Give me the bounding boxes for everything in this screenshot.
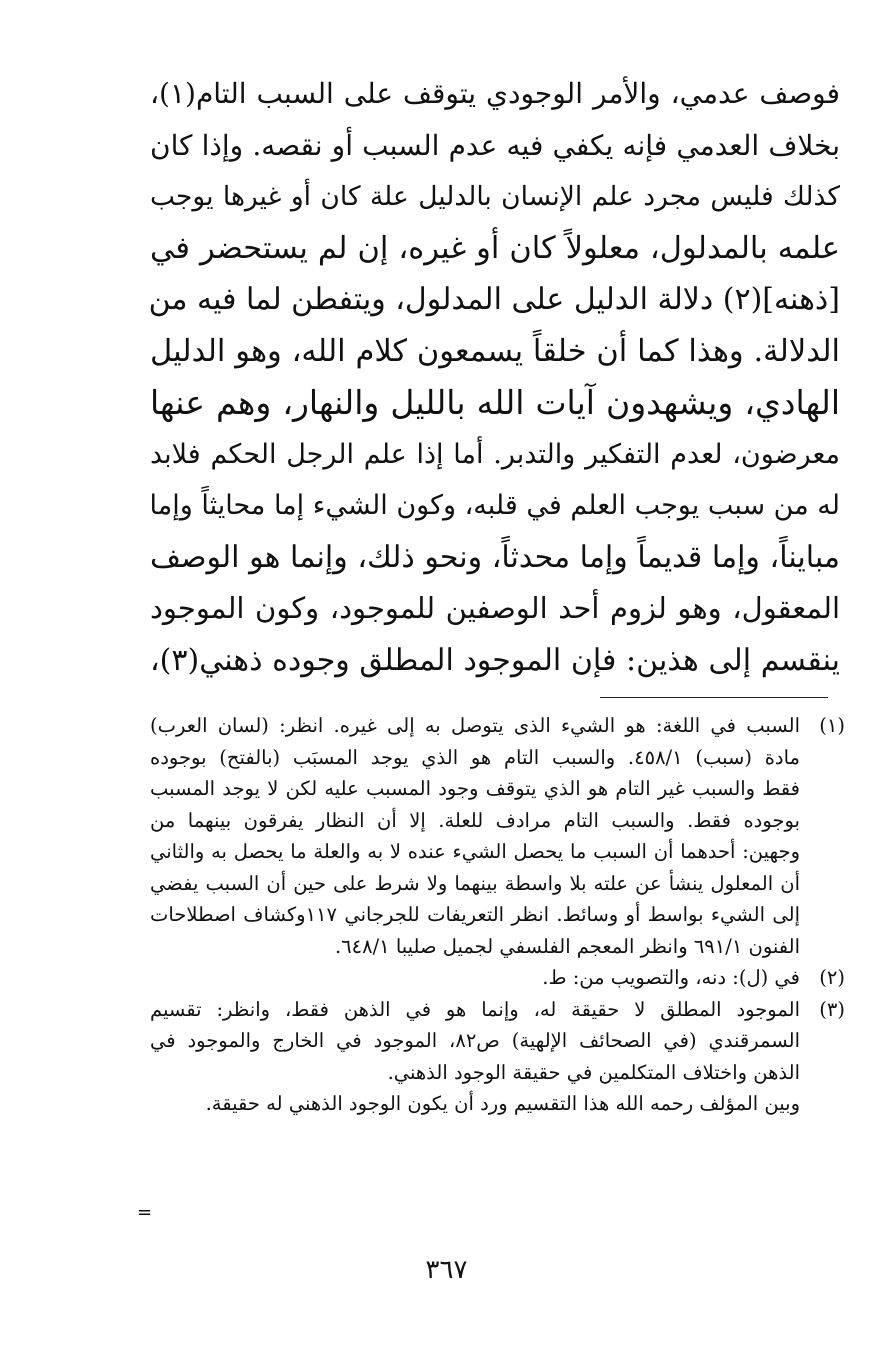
main-line: له من سبب يوجب العلم في قلبه، وكون الشيء إما محايثاً وإما [149,490,840,521]
main-line: معرضون، لعدم التفكير والتدبر. أما إذا علم الرجل الحكم فلابد [150,438,840,470]
footnote-number: (٣) [819,997,845,1021]
footnote-line: بوجوده فقط. والسبب التام مرادف للعلة. إلا أن النظار يفرقون بينهما من [150,808,800,832]
footnote-line: السمرقندي (في الصحائف الإلهية) ص٨٢، الموجود في الخارج والموجود في [150,1029,801,1052]
main-line: ينقسم إلى هذين: فإن الموجود المطلق وجوده ذهني(٣)، [150,642,840,678]
footnote-1 [150,710,845,962]
footnote-line: السبب في اللغة: هو الشيء الذى يتوصل به إلى غيره. انظر: (لسان العرب) [150,714,800,737]
main-line: الدلالة. وهذا كما أن خلقاً يسمعون كلام الله، وهو الدليل [150,333,840,369]
footnote-2 [150,962,845,994]
main-line: [ذهنه](٢) دلالة الدليل على المدلول، ويتفطن لما فيه من [148,282,840,317]
main-line: الهادي، ويشهدون آيات الله بالليل والنهار، وهم عنها [150,383,840,422]
footnote-3 [150,994,845,1120]
footnote-line: الذهن واختلاف المتكلمين في حقيقة الوجود الذهني. [387,1060,800,1084]
main-text [150,68,840,686]
main-line: المعقول، وهو لزوم أحد الوصفين للموجود، وكون الموجود [150,591,840,625]
main-line: علمه بالمدلول، معلولاً كان أو غيره، إن لم يستحضر في [150,230,840,266]
main-line: مبايناً، وإما قديماً وإما محدثاً، ونحو ذلك، وإنما هو الوصف [150,539,840,575]
main-line: كذلك فليس مجرد علم الإنسان بالدليل علة كان أو غيرها يوجب [150,181,840,212]
margin-mark: = [137,1202,153,1223]
footnote-line: الموجود المطلق لا حقيقة له، وإنما هو في الذهن فقط، وانظر: تقسيم [150,997,800,1021]
footnote-line: إلى الشيء بواسط أو وسائط. انظر التعريفات للجرجاني ١١٧وكشاف اصطلاحات [150,903,800,926]
footnote-line: وبين المؤلف رحمه الله هذا التقسيم ورد أن يكون الوجود الذهني له حقيقة. [205,1092,800,1115]
footnote-line: أن المعلول ينشأ عن علته بلا واسطة بينهما ولا شرط على حين أن السبب يفضي [150,871,800,895]
footnote-number: (٢) [819,966,845,989]
footnote-line: في (ل): دنه، والتصويب من: ط. [542,966,800,989]
footnotes [150,710,845,1120]
main-line: بخلاف العدمي فإنه يكفي فيه عدم السبب أو نقصه. وإذا كان [150,128,840,162]
footnote-separator [600,697,828,698]
footnote-line: وجهين: أحدهما أن السبب ما يحصل الشيء عنده لا به والعلة ما يحصل به والثاني [150,840,800,863]
footnote-line: فقط والسبب غير التام هو الذي يتوقف وجود المسبب عليه لكن لا يوجد المسبب [150,777,800,800]
page-number: ٣٦٧ [425,1255,468,1285]
footnote-number: (١) [819,714,845,737]
footnote-line: مادة (سبب) ٤٥٨/١. والسبب التام هو الذي يوجد المسبَب (بالفتح) بوجوده [150,745,800,769]
footnote-line: الفنون ٦٩١/١ وانظر المعجم الفلسفي لجميل صليبا ٦٤٨/١. [334,934,800,958]
main-line: فوصف عدمي، والأمر الوجودي يتوقف على السبب التام(١)، [150,77,840,110]
